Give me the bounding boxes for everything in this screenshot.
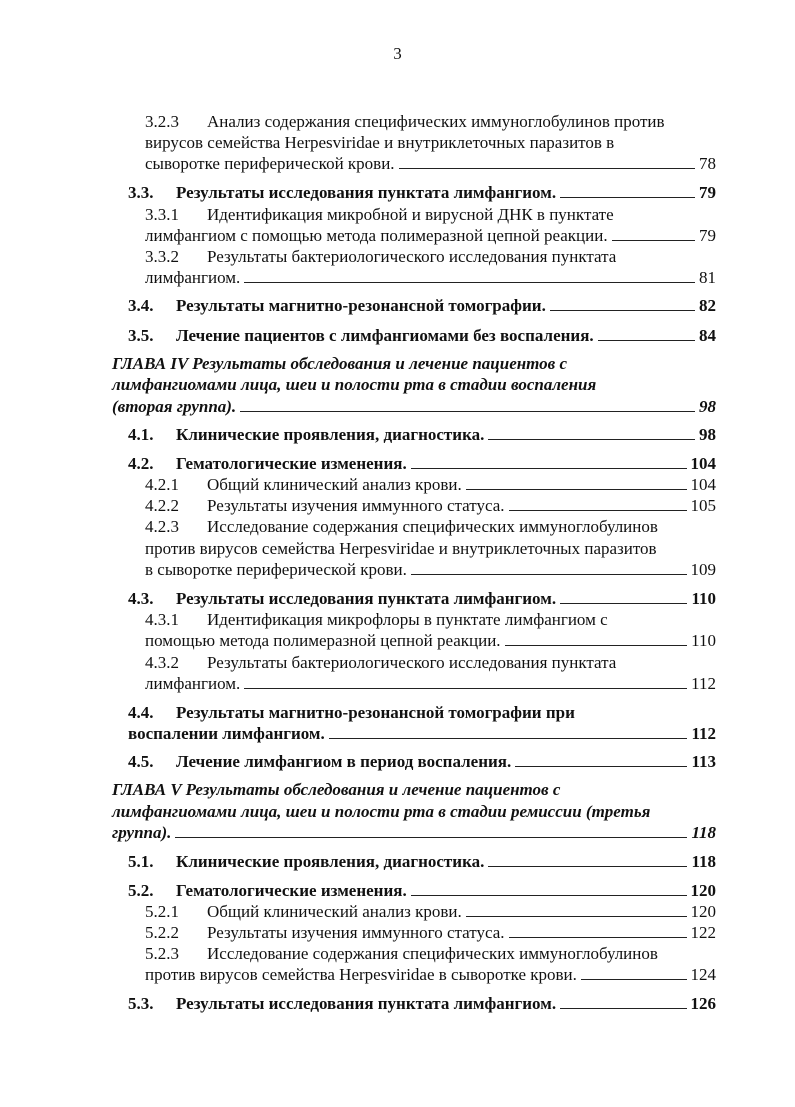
- toc-page-number: 81: [699, 268, 716, 287]
- chapter-5-title: [112, 779, 560, 800]
- toc-page-number: 109: [690, 560, 716, 579]
- toc-page-number: 84: [699, 326, 716, 345]
- toc-number: 5.2.3: [145, 944, 179, 963]
- toc-entry-4-3: [128, 588, 716, 609]
- dot-leader: [466, 901, 687, 917]
- toc-number: 3.4.: [128, 296, 154, 315]
- toc-entry-4-2: [128, 453, 716, 474]
- toc-number: 5.2.1: [145, 902, 179, 921]
- dot-leader: [509, 495, 687, 511]
- toc-page-number: 79: [699, 183, 716, 202]
- toc-title: Идентификация микрофлоры в пунктате лимфангиом с: [207, 610, 608, 629]
- toc-entry-line: [145, 673, 716, 694]
- toc-page-number: 118: [691, 823, 716, 842]
- dot-leader: [411, 453, 687, 469]
- toc-page-number: 112: [691, 674, 716, 693]
- toc-entry-4-1: [128, 424, 716, 445]
- dot-leader: [560, 588, 687, 604]
- toc-entry-line: [145, 964, 716, 985]
- chapter-4-title: [112, 374, 596, 395]
- toc-number: 3.3.2: [145, 247, 179, 266]
- toc-title: группа).: [112, 823, 172, 842]
- toc-page-number: 105: [690, 496, 716, 515]
- toc-title: сыворотке периферической крови.: [145, 154, 395, 173]
- toc-title: воспалении лимфангиом.: [128, 724, 325, 743]
- toc-number: 4.2.3: [145, 517, 179, 536]
- toc-entry-3-4: [128, 295, 716, 316]
- toc-entry-4-5: [128, 751, 716, 772]
- toc-title: вирусов семейства Herpesviridae и внутриклеточных паразитов в: [145, 133, 615, 152]
- toc-number: 5.2.: [128, 881, 154, 900]
- toc-title: Исследование содержания специфических иммуноглобулинов: [207, 517, 658, 536]
- toc-title: Гематологические изменения.: [176, 454, 407, 473]
- dot-leader: [411, 880, 687, 896]
- dot-leader: [515, 751, 687, 767]
- toc-entry-line: [145, 225, 716, 246]
- dot-leader: [509, 922, 687, 938]
- toc-title: лимфангиом с помощью метода полимеразной цепной реакции.: [145, 226, 608, 245]
- toc-entry-5-3: [128, 993, 716, 1014]
- chapter-4-title: [112, 353, 567, 374]
- toc-entry-5-2-3: [145, 943, 658, 964]
- toc-page-number: 113: [691, 752, 716, 771]
- toc-entry-3-3: [128, 182, 716, 203]
- dot-leader: [505, 630, 688, 646]
- toc-title: Результаты магнитно-резонансной томографии.: [176, 296, 546, 315]
- toc-page-number: 98: [699, 425, 716, 444]
- toc-title: ГЛАВА IV Результаты обследования и лечение пациентов с: [112, 354, 568, 373]
- toc-number: 4.3.: [128, 589, 154, 608]
- toc-entry-4-3-1: [145, 609, 608, 630]
- toc-title: Идентификация микробной и вирусной ДНК в пунктате: [207, 205, 614, 224]
- toc-continuation: [145, 132, 614, 153]
- toc-title: в сыворотке периферической крови.: [145, 560, 407, 579]
- toc-page-number: 118: [691, 852, 716, 871]
- page-number: 3: [393, 44, 402, 63]
- toc-entry-4-2-1: [145, 474, 716, 495]
- toc-title: лимфангиом.: [145, 674, 241, 693]
- toc-page-number: 79: [699, 226, 716, 245]
- toc-title: Результаты бактериологического исследования пунктата: [207, 247, 617, 266]
- dot-leader: [244, 673, 687, 689]
- dot-leader: [560, 182, 695, 198]
- toc-page-number: 112: [691, 724, 716, 743]
- dot-leader: [244, 267, 695, 283]
- dot-leader: [560, 993, 686, 1009]
- toc-number: 3.2.3: [145, 112, 179, 131]
- toc-page-number: 124: [690, 965, 716, 984]
- toc-title: Лечение лимфангиом в период воспаления.: [176, 752, 512, 771]
- toc-entry-3-3-2: [145, 246, 616, 267]
- toc-entry-4-3-2: [145, 652, 616, 673]
- toc-title: Лечение пациентов с лимфангиомами без воспаления.: [176, 326, 594, 345]
- dot-leader: [175, 822, 687, 838]
- toc-page-number: 78: [699, 154, 716, 173]
- toc-title: (вторая группа).: [112, 397, 237, 416]
- toc-title: Результаты исследования пунктата лимфангиом.: [176, 589, 557, 608]
- toc-title: лимфангиомами лица, шеи и полости рта в стадии воспаления: [112, 375, 597, 394]
- toc-title: Результаты изучения иммунного статуса.: [207, 496, 505, 515]
- toc-page-number: 82: [699, 296, 716, 315]
- toc-page-number: 110: [691, 631, 716, 650]
- toc-entry-5-1: [128, 851, 716, 872]
- toc-title: против вирусов семейства Herpesviridae в сыворотке крови.: [145, 965, 577, 984]
- toc-title: Клинические проявления, диагностика.: [176, 852, 485, 871]
- toc-title: Общий клинический анализ крови.: [207, 902, 462, 921]
- dot-leader: [581, 964, 687, 980]
- dot-leader: [612, 225, 695, 241]
- toc-page-number: 104: [690, 454, 716, 473]
- toc-title: Результаты исследования пунктата лимфангиом.: [176, 994, 557, 1013]
- chapter-5-title: [112, 822, 716, 843]
- toc-number: 4.3.2: [145, 653, 179, 672]
- toc-title: Гематологические изменения.: [176, 881, 407, 900]
- toc-entry-5-2-2: [145, 922, 716, 943]
- toc-number: 4.2.2: [145, 496, 179, 515]
- toc-title: Анализ содержания специфических иммуноглобулинов против: [207, 112, 665, 131]
- toc-title: Клинические проявления, диагностика.: [176, 425, 485, 444]
- toc-entry-line: [145, 153, 716, 174]
- toc-number: 5.1.: [128, 852, 154, 871]
- toc-title: Результаты бактериологического исследования пунктата: [207, 653, 617, 672]
- toc-title: против вирусов семейства Herpesviridae и внутриклеточных паразитов: [145, 539, 657, 558]
- toc-number: 4.5.: [128, 752, 154, 771]
- toc-entry-3-2-3: [145, 111, 665, 132]
- dot-leader: [488, 424, 695, 440]
- toc-number: 4.3.1: [145, 610, 179, 629]
- toc-title: ГЛАВА V Результаты обследования и лечение пациентов с: [112, 780, 561, 799]
- dot-leader: [399, 153, 695, 169]
- toc-title: Исследование содержания специфических иммуноглобулинов: [207, 944, 658, 963]
- toc-title: Результаты исследования пунктата лимфангиом.: [176, 183, 557, 202]
- dot-leader: [488, 851, 687, 867]
- dot-leader: [329, 723, 688, 739]
- toc-entry-5-2-1: [145, 901, 716, 922]
- toc-number: 3.3.1: [145, 205, 179, 224]
- toc-page-number: 126: [690, 994, 716, 1013]
- toc-page-number: 122: [690, 923, 716, 942]
- toc-entry-line: [145, 630, 716, 651]
- toc-entry-4-4: [128, 702, 575, 723]
- chapter-4-title: [112, 396, 716, 417]
- dot-leader: [598, 325, 695, 341]
- toc-entry-5-2: [128, 880, 716, 901]
- toc-number: 4.4.: [128, 703, 154, 722]
- toc-entry-3-3-1: [145, 204, 614, 225]
- toc-title: Результаты магнитно-резонансной томографии при: [176, 703, 575, 722]
- toc-title: Общий клинический анализ крови.: [207, 475, 462, 494]
- toc-entry-line: [128, 723, 716, 744]
- toc-entry-line: [145, 267, 716, 288]
- chapter-5-title: [112, 801, 650, 822]
- toc-title: помощью метода полимеразной цепной реакции.: [145, 631, 501, 650]
- toc-title: Результаты изучения иммунного статуса.: [207, 923, 505, 942]
- dot-leader: [550, 295, 695, 311]
- toc-entry-line: [145, 559, 716, 580]
- dot-leader: [411, 559, 687, 575]
- toc-number: 4.2.1: [145, 475, 179, 494]
- toc-page-number: 104: [690, 475, 716, 494]
- toc-page-number: 120: [690, 902, 716, 921]
- toc-number: 5.2.2: [145, 923, 179, 942]
- toc-entry-4-2-3: [145, 516, 658, 537]
- toc-page-number: 98: [699, 397, 716, 416]
- toc-title: лимфангиом.: [145, 268, 241, 287]
- toc-number: 4.2.: [128, 454, 154, 473]
- toc-page-number: 110: [691, 589, 716, 608]
- toc-entry-3-5: [128, 325, 716, 346]
- toc-page-number: 120: [690, 881, 716, 900]
- dot-leader: [466, 474, 687, 490]
- toc-entry-4-2-2: [145, 495, 716, 516]
- toc-number: 3.3.: [128, 183, 154, 202]
- toc-number: 4.1.: [128, 425, 154, 444]
- toc-number: 5.3.: [128, 994, 154, 1013]
- toc-title: лимфангиомами лица, шеи и полости рта в стадии ремиссии (третья: [112, 802, 651, 821]
- dot-leader: [240, 396, 695, 412]
- toc-continuation: [145, 538, 657, 559]
- toc-number: 3.5.: [128, 326, 154, 345]
